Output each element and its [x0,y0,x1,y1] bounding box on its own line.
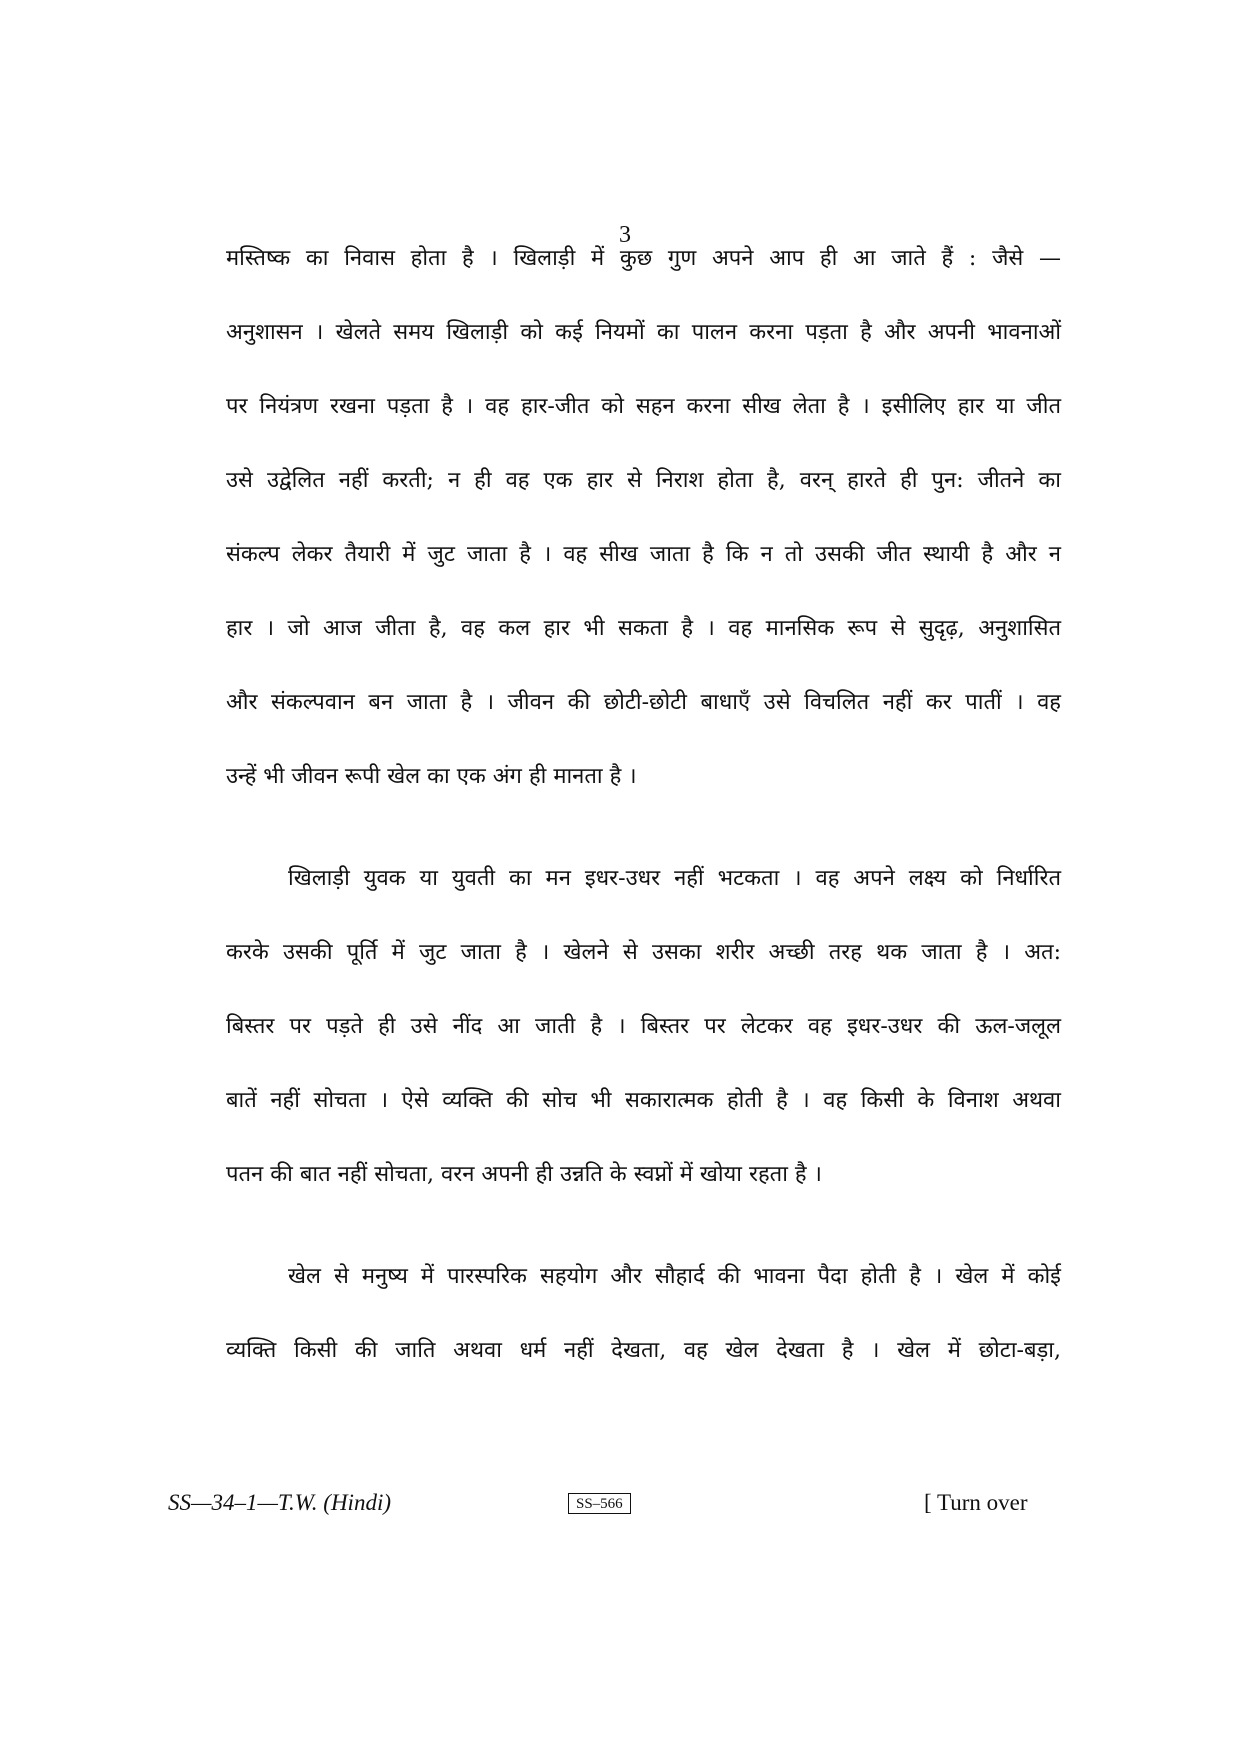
text-line: उन्हें भी जीवन रूपी खेल का एक अंग ही मानता है । [226,764,637,789]
text-line: उसे उद्वेलित नहीं करती; न ही वह एक हार से निराश होता है, वरन् हारते ही पुन: जीतने का [226,468,1061,493]
turn-over-label: [ Turn over [924,1490,1028,1515]
text-line: हार । जो आज जीता है, वह कल हार भी सकता है । वह मानसिक रूप से सुदृढ़, अनुशासित [226,616,1061,641]
text-line: अनुशासन । खेलते समय खिलाड़ी को कई नियमों का पालन करना पड़ता है और अपनी भावनाओं [226,320,1061,345]
text-line: करके उसकी पूर्ति में जुट जाता है । खेलने से उसका शरीर अच्छी तरह थक जाता है । अत: [226,940,1061,965]
paper-code: SS—34–1—T.W. (Hindi) [168,1490,391,1515]
page-number: 3 [619,222,631,248]
boxed-paper-code: SS–566 [568,1493,631,1514]
text-line: और संकल्पवान बन जाता है । जीवन की छोटी-छोटी बाधाएँ उसे विचलित नहीं कर पातीं । वह [226,690,1061,715]
text-line: संकल्प लेकर तैयारी में जुट जाता है । वह सीख जाता है कि न तो उसकी जीत स्थायी है और न [226,542,1061,567]
text-line: व्यक्ति किसी की जाति अथवा धर्म नहीं देखता, वह खेल देखता है । खेल में छोटा-बड़ा, [226,1338,1061,1363]
text-line: पतन की बात नहीं सोचता, वरन अपनी ही उन्नति के स्वप्नों में खोया रहता है । [226,1162,822,1187]
text-line: बातें नहीं सोचता । ऐसे व्यक्ति की सोच भी सकारात्मक होती है । वह किसी के विनाश अथवा [226,1088,1061,1113]
text-line: खेल से मनुष्य में पारस्परिक सहयोग और सौहार्द की भावना पैदा होती है । खेल में कोई [288,1264,1061,1289]
text-line: खिलाड़ी युवक या युवती का मन इधर-उधर नहीं भटकता । वह अपने लक्ष्य को निर्धारित [288,866,1061,891]
text-line: मस्तिष्क का निवास होता है । खिलाड़ी में कुछ गुण अपने आप ही आ जाते हैं : जैसे — [226,246,1061,271]
text-line: पर नियंत्रण रखना पड़ता है । वह हार-जीत को सहन करना सीख लेता है । इसीलिए हार या जीत [226,394,1061,419]
text-line: बिस्तर पर पड़ते ही उसे नींद आ जाती है । बिस्तर पर लेटकर वह इधर-उधर की ऊल-जलूल [226,1014,1061,1039]
